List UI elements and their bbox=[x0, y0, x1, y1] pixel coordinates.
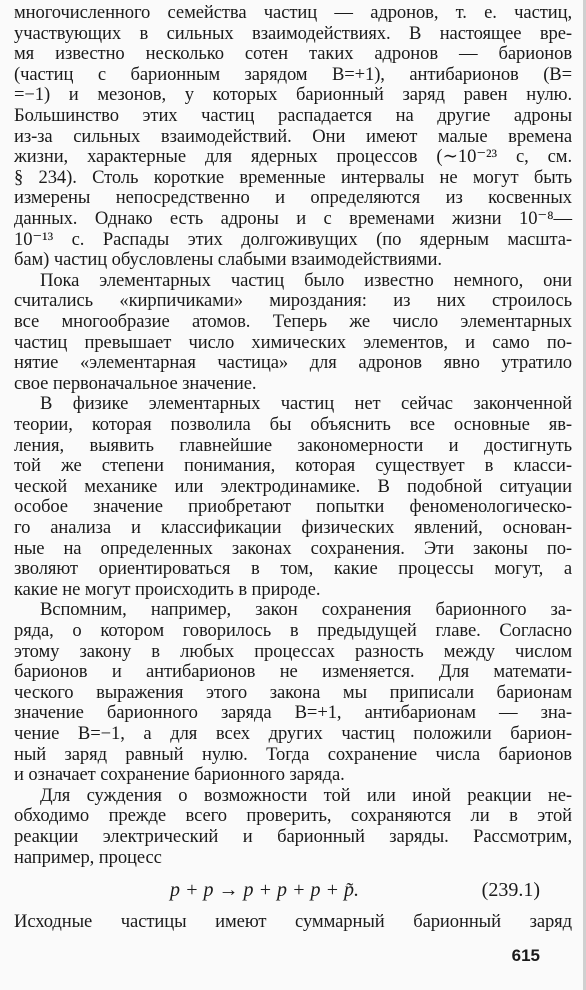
text-line: ный заряд равный нулю. Тогда сохранение числа барионов bbox=[14, 743, 572, 765]
text-line: зволяют ориентироваться в том, какие процессы могут, а bbox=[14, 558, 572, 580]
text-line: свое первоначальное значение. bbox=[14, 372, 257, 394]
text-line: особое значение приобретают попытки феноменологическо- bbox=[14, 496, 572, 518]
text-line: из-за сильных взаимодействий. Они имеют малые времена bbox=[14, 125, 572, 147]
text-line: барионов и антибарионов не изменяется. Для математи- bbox=[14, 661, 572, 683]
text-line: го анализа и классификации физических явлений, основан- bbox=[14, 517, 572, 538]
text-line: Исходные частицы имеют суммарный барионный заряд bbox=[14, 911, 572, 933]
equation-number: (239.1) bbox=[481, 879, 540, 902]
text-line: нятие «элементарная частица» для адронов явно утратило bbox=[14, 352, 572, 374]
page-number: 615 bbox=[511, 946, 540, 966]
text-line: измерены непосредственно и определяются из косвенных bbox=[14, 187, 572, 209]
text-line: многочисленного семейства частиц — адронов, т. е. частиц, bbox=[14, 2, 572, 23]
text-line: § 234). Столь короткие временные интервалы не могут быть bbox=[14, 166, 572, 188]
formula: p + p → p + p + p + p̃. bbox=[170, 879, 359, 902]
text-line: частиц превышает число химических элементов, и само по- bbox=[14, 331, 572, 353]
text-line: чение B=−1, а для всех других частиц положили барион- bbox=[14, 723, 572, 744]
text-line: 10⁻¹³ с. Распады этих долгоживущих (по ядерным масшта- bbox=[14, 228, 572, 250]
text-line: ческого выражения этого закона мы приписали барионам bbox=[14, 681, 572, 703]
text-line: например, процесс bbox=[14, 846, 162, 868]
text-line: какие не могут происходить в природе. bbox=[14, 578, 321, 600]
text-line: все многообразие атомов. Теперь же число элементарных bbox=[14, 311, 572, 332]
text-line: реакции электрический и барионный заряды. Рассмотрим, bbox=[14, 826, 572, 847]
paragraph-first-line: Вспомним, например, закон сохранения барионного за- bbox=[40, 599, 572, 621]
text-line: обходимо прежде всего проверить, сохраняются ли в этой bbox=[14, 805, 572, 827]
text-line: этому закону в любых процессах разность между числом bbox=[14, 640, 572, 662]
text-line: и означает сохранение барионного заряда. bbox=[14, 764, 345, 786]
text-line: жизни, характерные для ядерных процессов (∼10⁻²³ с, см. bbox=[14, 146, 572, 168]
text-line: (частиц с барионным зарядом B=+1), антибарионов (B= bbox=[14, 63, 572, 85]
paragraph-first-line: Пока элементарных частиц было известно немного, они bbox=[40, 269, 572, 291]
text-line: бам) частиц обусловлены слабыми взаимодействиями. bbox=[14, 249, 442, 271]
text-line: ряда, о котором говорилось в предыдущей главе. Согласно bbox=[14, 620, 572, 641]
text-line: ческой механике или электродинамике. В подобной ситуации bbox=[14, 475, 572, 497]
text-line: ные на определенных законах сохранения. Эти законы по- bbox=[14, 537, 572, 559]
text-line: той же степени понимания, которая существует в класси- bbox=[14, 455, 572, 477]
text-line: Большинство этих частиц распадается на другие адроны bbox=[14, 105, 572, 126]
paragraph-first-line: В физике элементарных частиц нет сейчас законченной bbox=[40, 393, 572, 415]
text-line: данных. Однако есть адроны и с временами жизни 10⁻⁸— bbox=[14, 208, 572, 229]
text-line: значение барионного заряда B=+1, антибарионам — зна- bbox=[14, 702, 572, 724]
text-line: теории, которая позволила бы объяснить все основные яв- bbox=[14, 414, 572, 435]
text-line: участвующих в сильных взаимодействиях. В настоящее вре- bbox=[14, 22, 572, 44]
text-line: =−1) и мезонов, у которых барионный заряд равен нулю. bbox=[14, 84, 572, 106]
text-line: мя известно несколько сотен таких адронов — барионов bbox=[14, 43, 572, 65]
text-line: ления, выявить главнейшие закономерности и достигнуть bbox=[14, 434, 572, 456]
text-line: считались «кирпичиками» мироздания: из них строилось bbox=[14, 290, 572, 312]
paragraph-first-line: Для суждения о возможности той или иной реакции не- bbox=[40, 784, 572, 806]
